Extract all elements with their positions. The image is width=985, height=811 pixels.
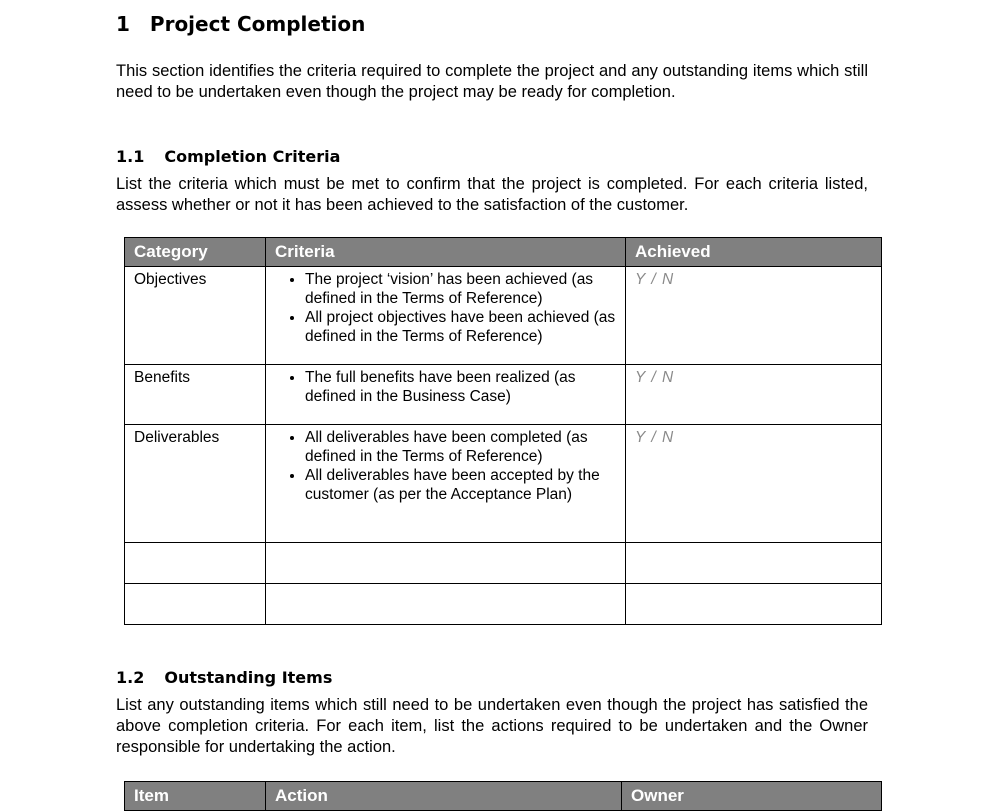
criteria-item: • All project objectives have been achieved (as defined in the Terms of Reference) bbox=[305, 308, 616, 346]
criteria-cell bbox=[266, 267, 626, 365]
header-owner: Owner bbox=[622, 782, 882, 811]
subsection-number: 1.1 bbox=[116, 147, 145, 166]
criteria-cell bbox=[266, 365, 626, 425]
subsection-number: 1.2 bbox=[116, 668, 145, 687]
table-row bbox=[125, 425, 882, 543]
empty-cell[interactable] bbox=[125, 584, 266, 625]
header-action: Action bbox=[266, 782, 622, 811]
completion-criteria-text: List the criteria which must be met to confirm that the project is completed. For each criteria listed, assess whether or not it has been achieved to the satisfaction of the customer. bbox=[116, 175, 868, 214]
header-category: Category bbox=[125, 238, 266, 267]
criteria-item: • All deliverables have been accepted by the customer (as per the Acceptance Plan) bbox=[305, 466, 616, 504]
empty-table-row bbox=[125, 543, 882, 584]
outstanding-items-text: List any outstanding items which still need to be undertaken even though the project has satisfied the above completion criteria. For each item, list the actions required to be undertaken and the Owner responsible for undertaking the action. bbox=[116, 696, 868, 756]
criteria-cell bbox=[266, 425, 626, 543]
criteria-table bbox=[124, 237, 882, 625]
outstanding-table bbox=[124, 781, 882, 811]
empty-cell[interactable] bbox=[125, 543, 266, 584]
empty-cell[interactable] bbox=[626, 584, 882, 625]
achieved-cell[interactable]: Y / N bbox=[626, 365, 882, 425]
criteria-item: • The project ‘vision’ has been achieved (as defined in the Terms of Reference) bbox=[305, 270, 616, 308]
category-cell: Deliverables bbox=[125, 425, 266, 543]
category-cell: Benefits bbox=[125, 365, 266, 425]
table-row bbox=[125, 267, 882, 365]
header-achieved: Achieved bbox=[626, 238, 882, 267]
empty-table-row bbox=[125, 584, 882, 625]
category-cell: Objectives bbox=[125, 267, 266, 365]
section-heading bbox=[116, 12, 365, 36]
section-title: Project Completion bbox=[149, 12, 366, 36]
subsection-heading-outstanding bbox=[116, 668, 332, 687]
table-header-row bbox=[125, 782, 882, 811]
subsection-heading-completion bbox=[116, 147, 340, 166]
criteria-item: • All deliverables have been completed (as defined in the Terms of Reference) bbox=[305, 428, 616, 466]
header-criteria: Criteria bbox=[266, 238, 626, 267]
section-intro: This section identifies the criteria required to complete the project and any outstanding items which still need to be undertaken even though the project may be ready for completion. bbox=[116, 62, 868, 101]
criteria-item: • The full benefits have been realized (as defined in the Business Case) bbox=[305, 368, 616, 406]
empty-cell[interactable] bbox=[266, 584, 626, 625]
empty-cell[interactable] bbox=[266, 543, 626, 584]
table-row bbox=[125, 365, 882, 425]
table-header-row bbox=[125, 238, 882, 267]
subsection-title: Completion Criteria bbox=[164, 147, 341, 166]
empty-cell[interactable] bbox=[626, 543, 882, 584]
achieved-cell[interactable]: Y / N bbox=[626, 267, 882, 365]
section-number: 1 bbox=[116, 12, 130, 36]
subsection-title: Outstanding Items bbox=[164, 668, 333, 687]
achieved-cell[interactable]: Y / N bbox=[626, 425, 882, 543]
header-item: Item bbox=[125, 782, 266, 811]
